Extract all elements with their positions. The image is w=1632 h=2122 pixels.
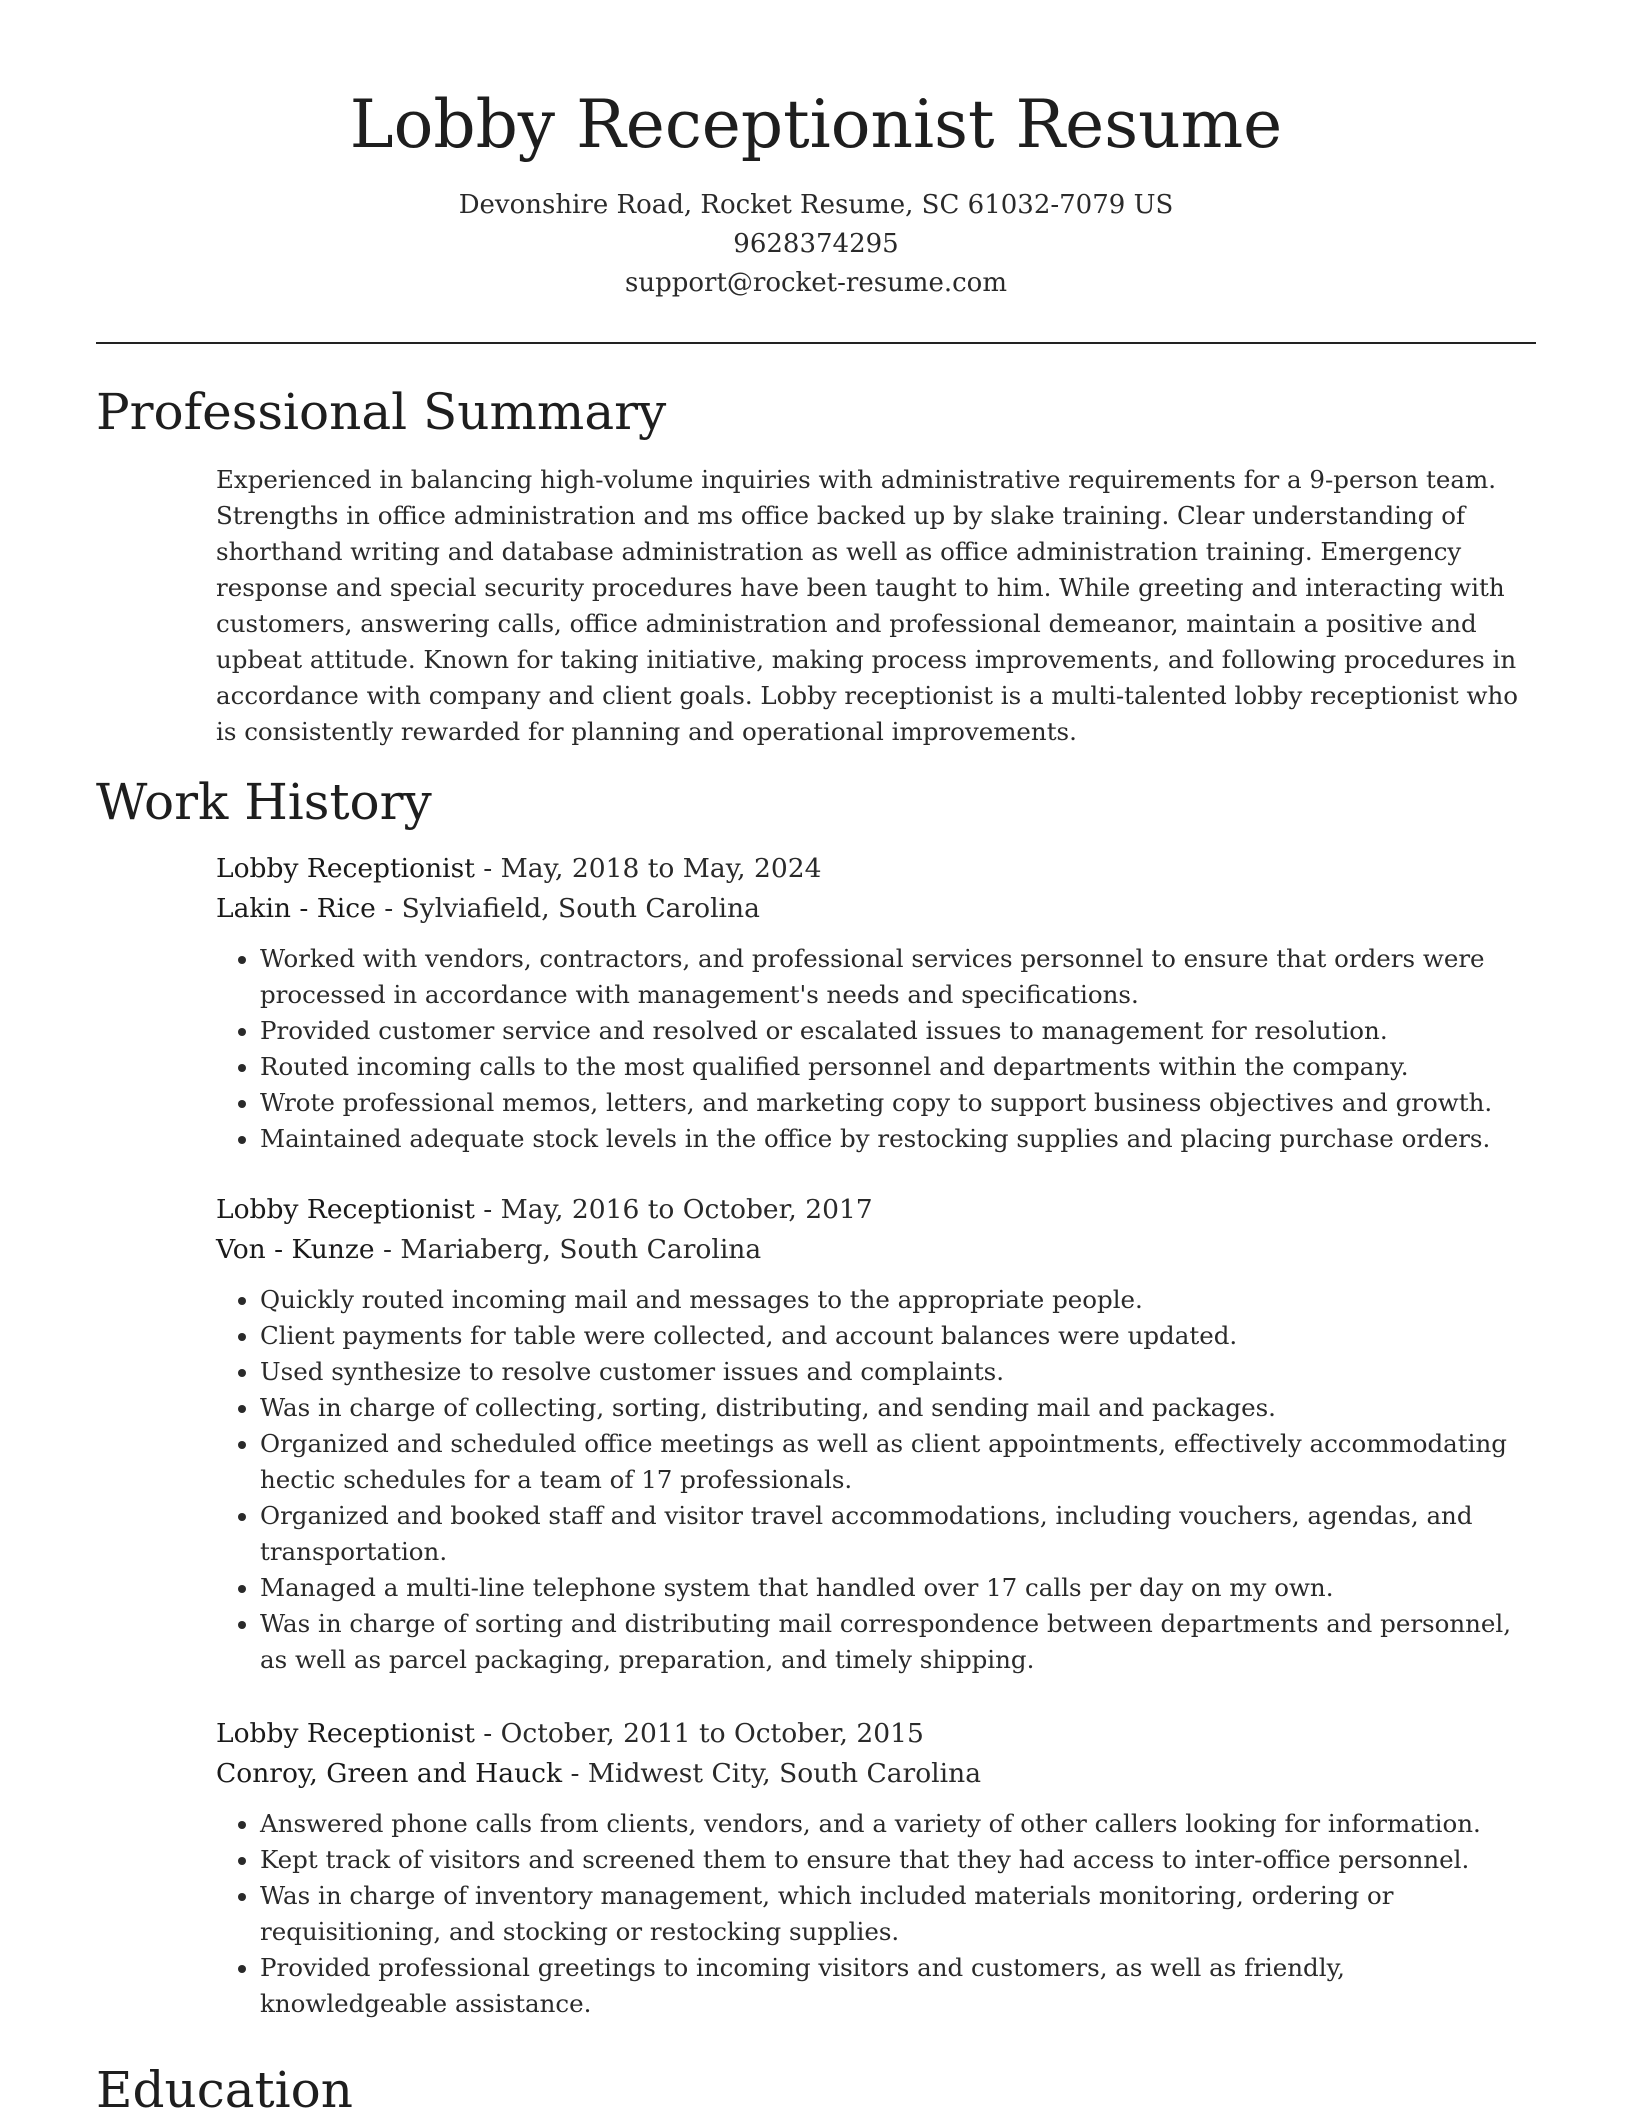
contact-block (0, 186, 1632, 303)
list-item: • Organized and scheduled office meetings as well as client appointments, effectively accommodating hectic schedules for a team of 17 professionals. (260, 1426, 1538, 1498)
job-title-line (216, 849, 1538, 889)
list-item: • Client payments for table were collected, and account balances were updated. (260, 1318, 1538, 1354)
list-item: • Wrote professional memos, letters, and marketing copy to support business objectives and growth. (260, 1085, 1538, 1121)
section-heading-work: Work History (96, 773, 432, 831)
job-company-line (216, 1230, 1538, 1270)
job-company-line (216, 1754, 1538, 1794)
list-item: • Used synthesize to resolve customer issues and complaints. (260, 1354, 1538, 1390)
list-item: • Was in charge of inventory management, which included materials monitoring, ordering or requisitioning, and stocking or restocking supplies. (260, 1878, 1538, 1950)
section-heading-education: Education (96, 2061, 353, 2119)
job-company: Lakin - Rice (216, 893, 376, 924)
list-item: • Routed incoming calls to the most qualified personnel and departments within the company. (260, 1049, 1538, 1085)
header-divider (96, 342, 1536, 344)
list-item: • Provided customer service and resolved or escalated issues to management for resolution. (260, 1013, 1538, 1049)
job-bullets (216, 1282, 1538, 1678)
job-bullets (216, 941, 1538, 1157)
list-item: • Was in charge of sorting and distributing mail correspondence between departments and personnel, as well as parcel packaging, preparation, and timely shipping. (260, 1606, 1538, 1678)
job-title: Lobby Receptionist (216, 853, 475, 884)
page-title: Lobby Receptionist Resume (349, 86, 1283, 163)
resume-header (0, 0, 1632, 303)
job-location: - Midwest City, South Carolina (562, 1758, 981, 1789)
job-dates: - May, 2018 to May, 2024 (474, 853, 822, 884)
job-company: Von - Kunze (216, 1234, 375, 1265)
list-item: • Maintained adequate stock levels in the office by restocking supplies and placing purchase orders. (260, 1121, 1538, 1157)
job-title-line (216, 1190, 1538, 1230)
job-company-line (216, 889, 1538, 929)
job-dates: - October, 2011 to October, 2015 (474, 1718, 924, 1749)
job-location: - Sylviafield, South Carolina (375, 893, 760, 924)
job-title: Lobby Receptionist (216, 1718, 475, 1749)
list-item: • Provided professional greetings to incoming visitors and customers, as well as friendly, knowledgeable assistance. (260, 1950, 1538, 2022)
job-bullets (216, 1806, 1538, 2022)
contact-email: support@rocket-resume.com (624, 268, 1007, 298)
list-item: • Kept track of visitors and screened them to ensure that they had access to inter-office personnel. (260, 1842, 1538, 1878)
section-heading-summary: Professional Summary (96, 383, 667, 441)
list-item: • Organized and booked staff and visitor travel accommodations, including vouchers, agendas, and transportation. (260, 1498, 1538, 1570)
contact-phone: 9628374295 (733, 229, 899, 259)
job-entry (216, 1190, 1538, 1678)
job-location: - Mariaberg, South Carolina (374, 1234, 762, 1265)
job-entry (216, 849, 1538, 1157)
list-item: • Answered phone calls from clients, vendors, and a variety of other callers looking for information. (260, 1806, 1538, 1842)
job-title: Lobby Receptionist (216, 1194, 475, 1225)
list-item: • Managed a multi-line telephone system that handled over 17 calls per day on my own. (260, 1570, 1538, 1606)
job-entry (216, 1714, 1538, 2022)
list-item: • Was in charge of collecting, sorting, distributing, and sending mail and packages. (260, 1390, 1538, 1426)
job-title-line (216, 1714, 1538, 1754)
job-dates: - May, 2016 to October, 2017 (474, 1194, 873, 1225)
list-item: • Worked with vendors, contractors, and professional services personnel to ensure that orders were processed in accordance with management's needs and specifications. (260, 941, 1538, 1013)
list-item: • Quickly routed incoming mail and messages to the appropriate people. (260, 1282, 1538, 1318)
summary-text: Experienced in balancing high-volume inquiries with administrative requirements for a 9-person team. Strengths in office administration and ms office backed up by slake training. Clear understanding of shorthand writing and database administration as well as office administration training. Emergency response and special security procedures have been taught to him. While greeting and interacting with customers, answering calls, office administration and professional demeanor, maintain a positive and upbeat attitude. Known for taking initiative, making process improvements, and following procedures in accordance with company and client goals. Lobby receptionist is a multi-talented lobby receptionist who is consistently rewarded for planning and operational improvements. (216, 465, 1519, 746)
contact-address: Devonshire Road, Rocket Resume, SC 61032-7079 US (458, 190, 1174, 220)
job-company: Conroy, Green and Hauck (216, 1758, 563, 1789)
